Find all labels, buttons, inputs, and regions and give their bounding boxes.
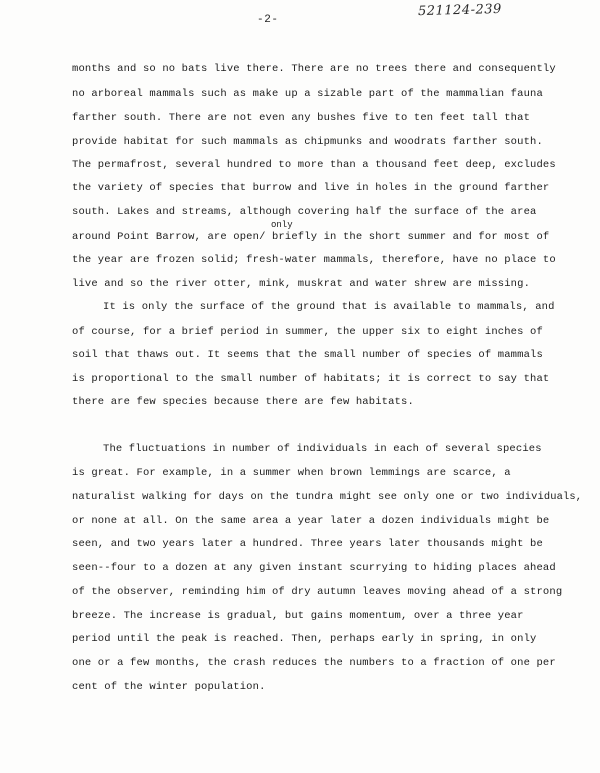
text-line: there are few species because there are few habitats. [72,396,414,408]
text-line: the year are frozen solid; fresh-water mammals, therefore, have no place to [72,254,556,266]
text-line: of course, for a brief period in summer, the upper six to eight inches of [72,326,543,338]
text-line: The fluctuations in number of individuals in each of several species [103,443,542,455]
typed-insertion: only [271,220,293,230]
handwritten-reference-number: 521124-239 [417,1,503,20]
page-number: -2- [257,14,279,26]
text-line: provide habitat for such mammals as chipmunks and woodrats farther south. [72,136,543,148]
text-line: seen--four to a dozen at any given instant scurrying to hiding places ahead [72,562,556,574]
text-line: The permafrost, several hundred to more than a thousand feet deep, excludes [72,159,556,171]
text-line: one or a few months, the crash reduces the numbers to a fraction of one per [72,657,556,669]
text-line: cent of the winter population. [72,681,266,693]
text-line: months and so no bats live there. There are no trees there and consequently [72,63,556,75]
text-line: live and so the river otter, mink, muskrat and water shrew are missing. [72,278,531,290]
text-line: period until the peak is reached. Then, perhaps early in spring, in only [72,633,537,645]
text-line: naturalist walking for days on the tundra might see only one or two individuals, [72,491,583,503]
text-line: seen, and two years later a hundred. Three years later thousands might be [72,538,543,550]
text-line: the variety of species that burrow and live in holes in the ground farther [72,182,550,194]
text-line: of the observer, reminding him of dry autumn leaves moving ahead of a strong [72,586,563,598]
text-line: soil that thaws out. It seems that the small number of species of mammals [72,349,543,361]
text-line: is proportional to the small number of habitats; it is correct to say that [72,373,550,385]
text-line: south. Lakes and streams, although covering half the surface of the area [72,206,537,218]
text-line: It is only the surface of the ground that is available to mammals, and [103,301,555,313]
text-line: is great. For example, in a summer when brown lemmings are scarce, a [72,467,511,479]
text-line: or none at all. On the same area a year later a dozen individuals might be [72,515,550,527]
text-line: no arboreal mammals such as make up a sizable part of the mammalian fauna [72,88,543,100]
text-line: around Point Barrow, are open/ briefly in the short summer and for most of [72,231,550,243]
text-line: breeze. The increase is gradual, but gains momentum, over a three year [72,610,524,622]
text-line: farther south. There are not even any bushes five to ten feet tall that [72,112,531,124]
